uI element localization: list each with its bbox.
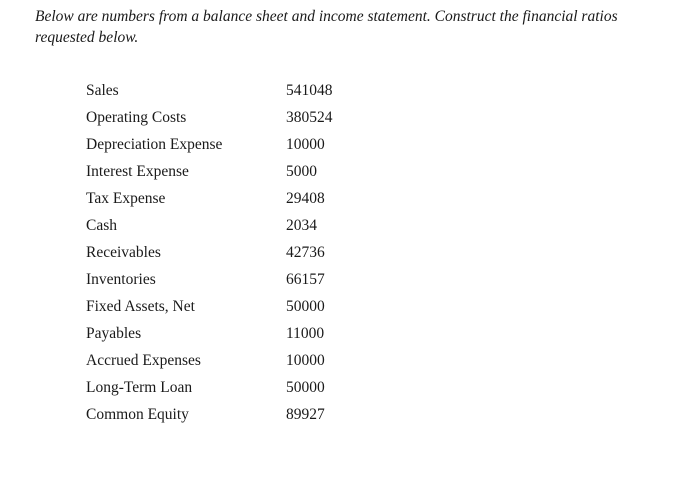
- prompt-line-2: requested below.: [35, 29, 139, 46]
- row-label: Depreciation Expense: [86, 135, 223, 153]
- table-row: [86, 401, 366, 428]
- table-row: [86, 212, 366, 239]
- prompt-line-1: Below are numbers from a balance sheet and income statement. Construct the financial ratios: [35, 8, 618, 25]
- row-value: 10000: [286, 135, 325, 153]
- financial-data-table: [86, 77, 366, 428]
- table-row: [86, 320, 366, 347]
- table-row: [86, 266, 366, 293]
- row-label: Sales: [86, 81, 119, 99]
- row-label: Receivables: [86, 243, 161, 261]
- question-prompt: [35, 6, 675, 48]
- row-label: Tax Expense: [86, 189, 166, 207]
- row-value: 5000: [286, 162, 317, 180]
- row-value: 10000: [286, 351, 325, 369]
- row-value: 89927: [286, 405, 325, 423]
- table-row: [86, 104, 366, 131]
- row-label: Operating Costs: [86, 108, 187, 126]
- row-value: 29408: [286, 189, 325, 207]
- table-row: [86, 131, 366, 158]
- row-label: Fixed Assets, Net: [86, 297, 195, 315]
- row-value: 380524: [286, 108, 333, 126]
- row-label: Payables: [86, 324, 142, 342]
- row-value: 11000: [286, 324, 325, 342]
- row-value: 42736: [286, 243, 325, 261]
- table-row: [86, 77, 366, 104]
- row-label: Common Equity: [86, 405, 189, 423]
- table-row: [86, 185, 366, 212]
- row-label: Interest Expense: [86, 162, 189, 180]
- row-value: 50000: [286, 378, 325, 396]
- row-value: 50000: [286, 297, 325, 315]
- row-label: Inventories: [86, 270, 156, 288]
- financial-data-table-body: [86, 77, 366, 428]
- table-row: [86, 239, 366, 266]
- table-row: [86, 374, 366, 401]
- row-value: 2034: [286, 216, 317, 234]
- row-label: Long-Term Loan: [86, 378, 193, 396]
- row-label: Cash: [86, 216, 117, 234]
- row-value: 541048: [286, 81, 333, 99]
- row-label: Accrued Expenses: [86, 351, 201, 369]
- table-row: [86, 293, 366, 320]
- table-row: [86, 158, 366, 185]
- table-row: [86, 347, 366, 374]
- row-value: 66157: [286, 270, 325, 288]
